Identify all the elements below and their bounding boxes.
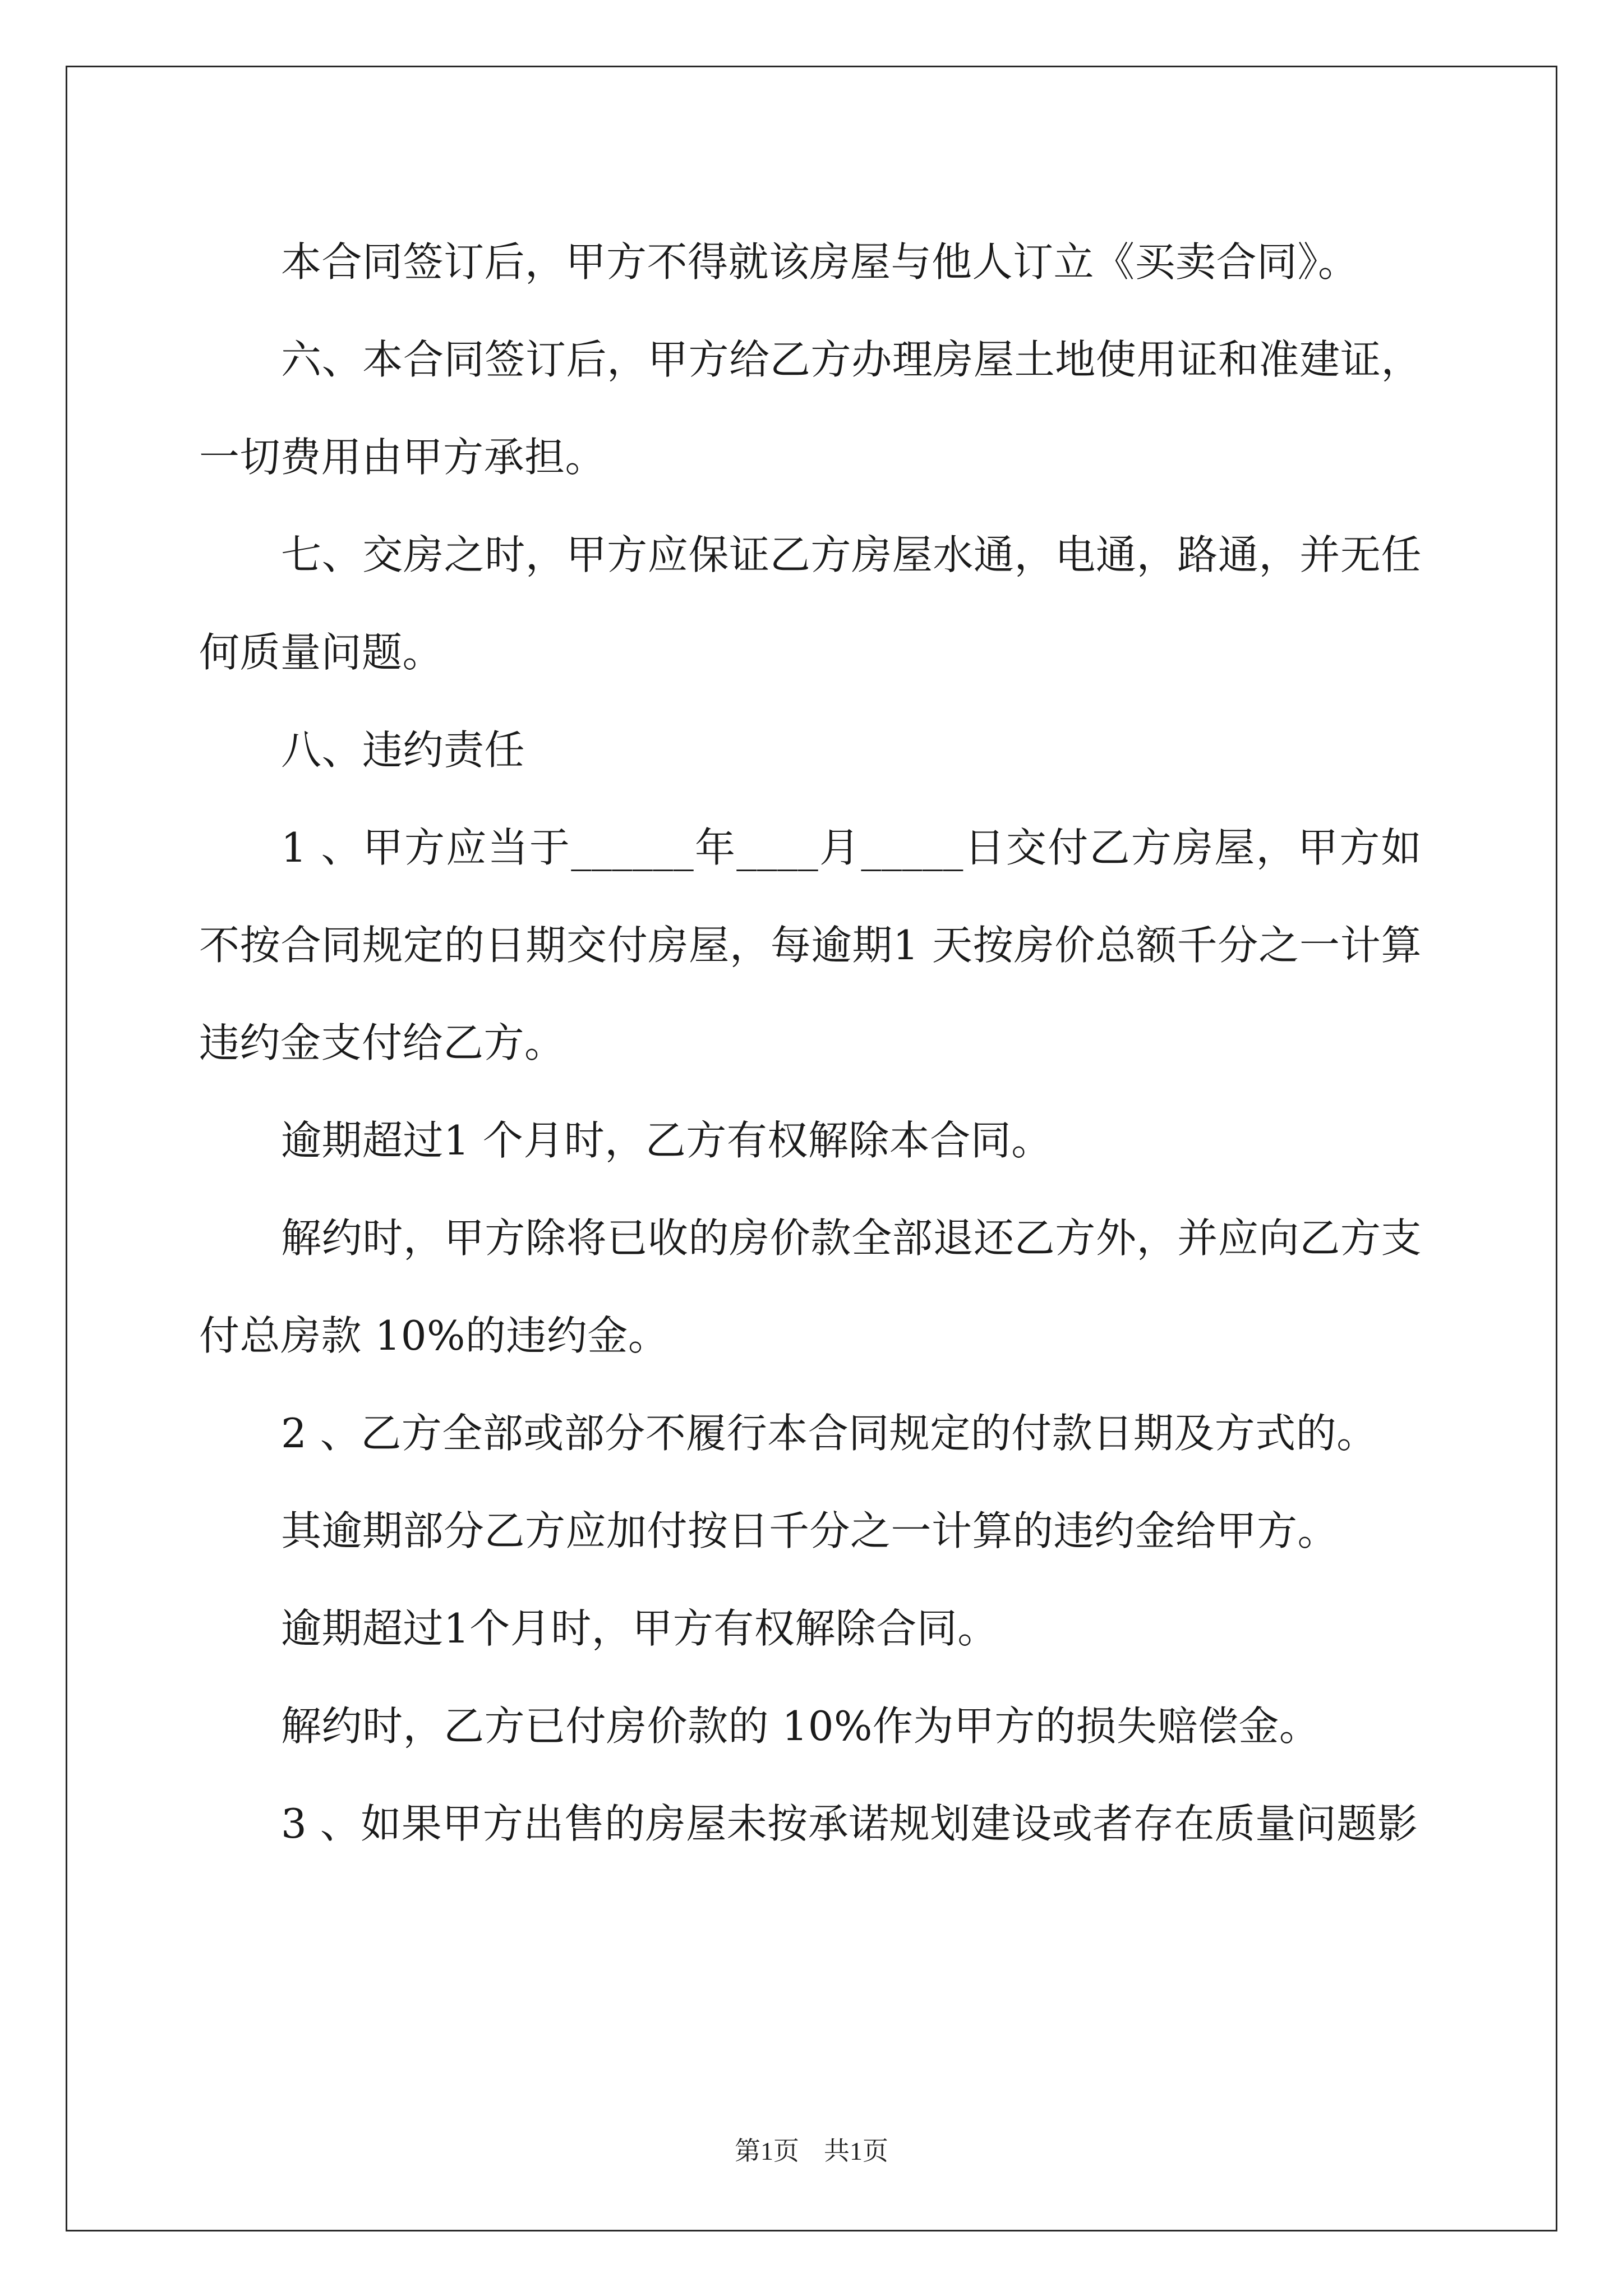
- paragraph-overdue-seller: 逾期超过1 个月时，乙方有权解除本合同。: [281, 1117, 1052, 1164]
- paragraph-clause-7: 七、交房之时，甲方应保证乙方房屋水通，电通，路通，并无任何质量问题。: [199, 531, 1422, 676]
- page-footer: [0, 2131, 1623, 2168]
- paragraph-overdue-buyer: 逾期超过1个月时，甲方有权解除合同。: [281, 1605, 998, 1652]
- paragraph-late-penalty: 其逾期部分乙方应加付按日千分之一计算的违约金给甲方。: [281, 1507, 1339, 1554]
- document-body: [199, 213, 1422, 1872]
- page-number: 第1页: [735, 2137, 799, 2165]
- paragraph-contract-signing: 本合同签订后，甲方不得就该房屋与他人订立《买卖合同》。: [281, 238, 1359, 286]
- paragraph-termination-seller: 解约时，甲方除将已收的房价款全部退还乙方外，并应向乙方支付总房款 10%的违约金。: [199, 1214, 1422, 1359]
- page-count: 共1页: [824, 2137, 888, 2165]
- paragraph-clause-8-1: 1 、甲方应当于______年____月_____日交付乙方房屋，甲方如不按合同规定的日期交付房屋，每逾期1 天按房价总额千分之一计算违约金支付给乙方。: [199, 824, 1422, 1066]
- paragraph-clause-8-heading: 八、违约责任: [281, 726, 525, 774]
- paragraph-clause-6: 六、本合同签订后，甲方给乙方办理房屋土地使用证和准建证，一切费用由甲方承担。: [199, 336, 1422, 481]
- paragraph-clause-8-2: 2 、乙方全部或部分不履行本合同规定的付款日期及方式的。: [281, 1410, 1377, 1457]
- paragraph-clause-8-3: 3 、如果甲方出售的房屋未按承诺规划建设或者存在质量问题影: [281, 1800, 1418, 1847]
- paragraph-termination-buyer: 解约时，乙方已付房价款的 10%作为甲方的损失赔偿金。: [281, 1703, 1320, 1750]
